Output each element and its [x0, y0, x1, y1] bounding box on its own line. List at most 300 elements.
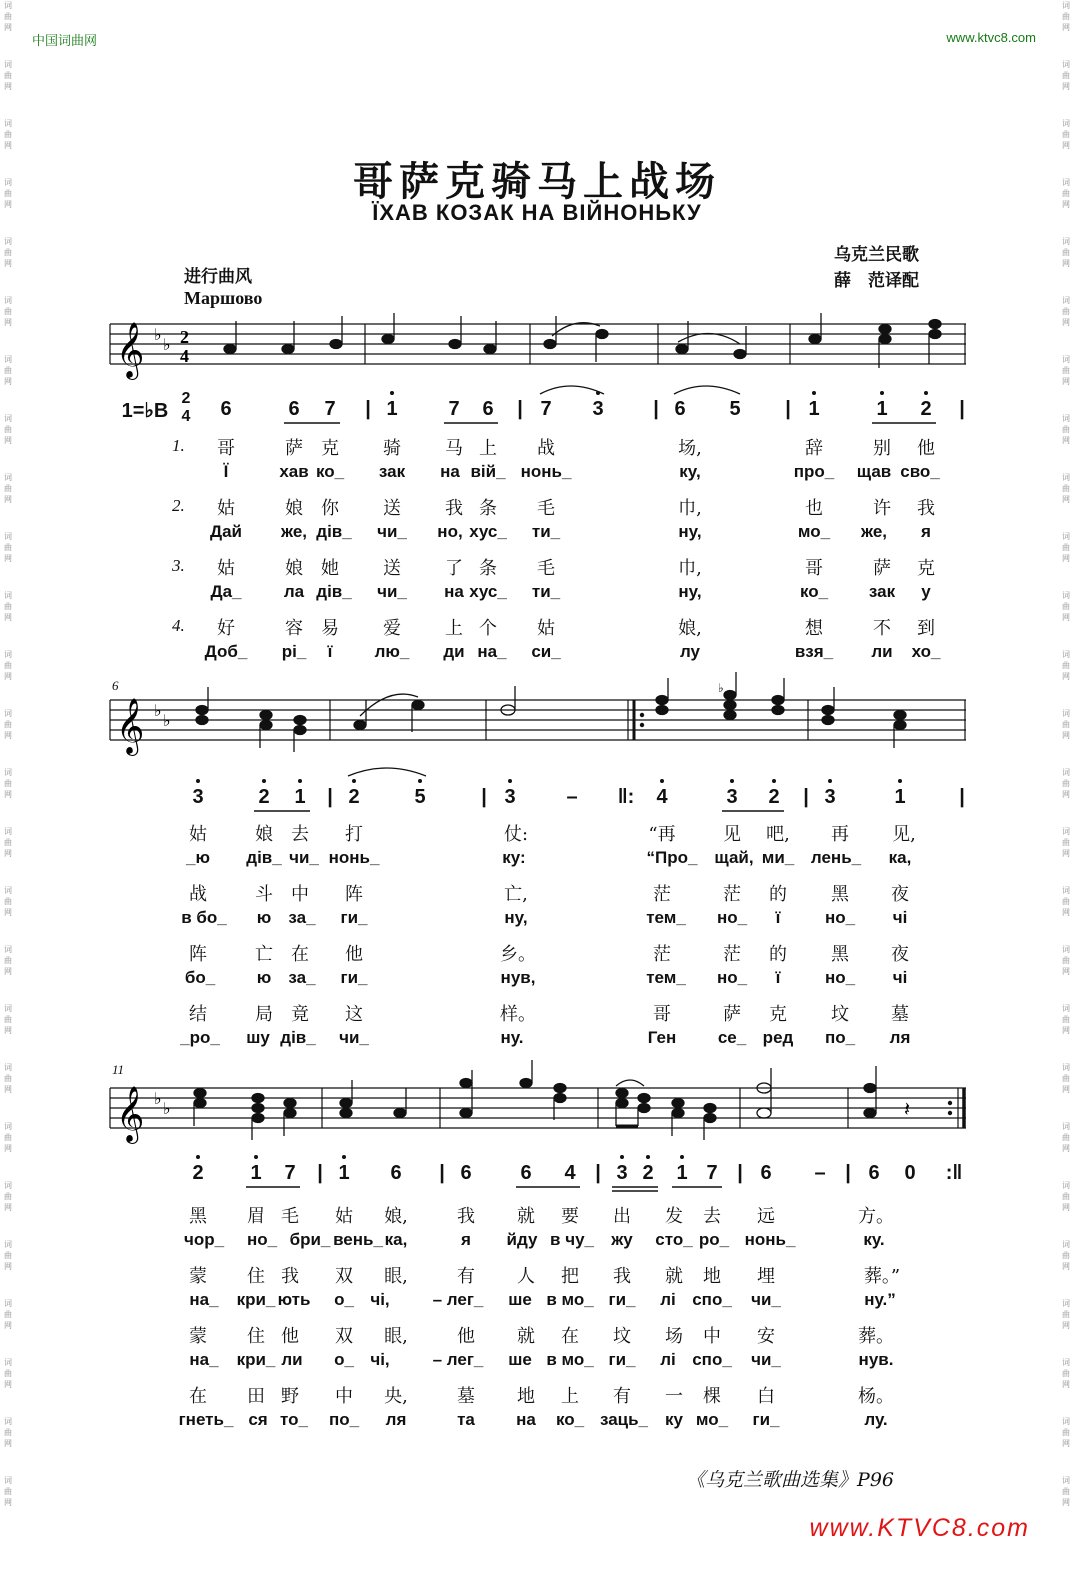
lyric-syllable-ru: ю — [256, 968, 272, 987]
lyric-syllable: 住 — [247, 1326, 265, 1347]
time-signature-bottom: 4 — [181, 408, 191, 425]
jianpu-note: 4 — [564, 1162, 576, 1184]
lyric-syllable: 黑 — [831, 944, 849, 965]
watermark-glyph: 词 — [4, 473, 12, 482]
watermark-glyph: 词 — [1062, 1, 1070, 10]
lyric-syllable: 蒙 — [189, 1326, 207, 1347]
lyric-syllable: 许 — [873, 498, 891, 519]
watermark-glyph: 词 — [4, 532, 12, 541]
watermark-glyph: 网 — [1062, 731, 1070, 740]
lyric-syllable: 不 — [873, 618, 891, 639]
lyric-syllable-ru: шу — [246, 1028, 270, 1047]
lyric-syllable: 娘 — [285, 558, 303, 579]
watermark-glyph: 曲 — [1062, 71, 1070, 80]
lyric-syllable: 眼, — [384, 1326, 408, 1347]
watermark-glyph: 网 — [4, 436, 12, 445]
watermark-glyph: 网 — [1062, 259, 1070, 268]
lyric-syllable: 萨 — [285, 438, 303, 459]
lyric-syllable: 在 — [291, 944, 309, 965]
lyric-syllable: 送 — [383, 558, 401, 579]
lyric-syllable-ru: ти_ — [531, 582, 561, 601]
lyric-syllable: 夜 — [891, 944, 909, 965]
lyric-syllable: 葬。 — [858, 1326, 894, 1347]
lyric-syllable-ru: лу — [679, 642, 701, 661]
lyric-syllable: 黑 — [189, 1206, 207, 1227]
key-signature: 1=♭B — [121, 400, 169, 422]
lyric-syllable: 姑 — [217, 558, 235, 579]
lyric-syllable-ru: на — [516, 1410, 536, 1429]
lyric-syllable-ru: ла — [283, 582, 305, 601]
lyric-syllable-ru: ють — [277, 1290, 311, 1309]
watermark-glyph: 网 — [4, 23, 12, 32]
lyric-syllable: 想 — [805, 618, 823, 639]
lyric-syllable-ru: рі_ — [281, 642, 307, 661]
lyric-syllable: 中 — [291, 884, 309, 905]
watermark-glyph: 词 — [1062, 709, 1070, 718]
watermark-glyph: 网 — [1062, 613, 1070, 622]
lyric-syllable: 安 — [757, 1326, 775, 1347]
watermark-glyph: 网 — [1062, 1439, 1070, 1448]
lyric-syllable: 夜 — [891, 884, 909, 905]
svg-text:♭: ♭ — [163, 711, 171, 730]
watermark-glyph: 词 — [4, 1358, 12, 1367]
lyric-syllable-ru: о_ — [334, 1350, 354, 1369]
watermark-glyph: 网 — [4, 731, 12, 740]
watermark-glyph: 网 — [4, 1498, 12, 1507]
lyric-syllable: 阵 — [345, 884, 363, 905]
lyric-syllable-ru: чор_ — [183, 1230, 225, 1249]
lyric-syllable: 的 — [769, 884, 787, 905]
lyric-syllable: 娘 — [285, 498, 303, 519]
watermark-glyph: 曲 — [4, 366, 12, 375]
watermark-glyph: 曲 — [1062, 838, 1070, 847]
svg-text:♭: ♭ — [154, 701, 162, 720]
lyric-syllable: 白 — [757, 1386, 775, 1407]
lyric-syllable: 这 — [345, 1004, 363, 1025]
watermark-glyph: 词 — [1062, 768, 1070, 777]
watermark-glyph: 曲 — [1062, 1251, 1070, 1260]
lyric-syllable-ru: же, — [280, 522, 308, 541]
lyric-syllable: 辞 — [805, 438, 823, 459]
site-name[interactable]: 中国词曲网 — [32, 34, 98, 49]
watermark-glyph: 词 — [1062, 1476, 1070, 1485]
lyric-syllable-ru: чі, — [370, 1290, 390, 1309]
watermark-glyph: 词 — [4, 178, 12, 187]
barline: | — [517, 398, 523, 420]
lyric-syllable-ru: на — [444, 582, 464, 601]
lyric-syllable-ru: _ю — [186, 848, 210, 867]
watermark-glyph: 词 — [1062, 296, 1070, 305]
jianpu-note: 4 — [656, 786, 668, 808]
watermark-glyph: 曲 — [4, 307, 12, 316]
watermark-glyph: 曲 — [1062, 1369, 1070, 1378]
watermark-glyph: 曲 — [1062, 779, 1070, 788]
lyric-syllable: 地 — [703, 1266, 721, 1287]
lyric-syllable-ru: я — [921, 522, 931, 541]
lyric-syllable: 坟 — [613, 1326, 631, 1347]
lyric-syllable: 亡 — [255, 944, 273, 965]
jianpu-note: 6 — [460, 1162, 472, 1184]
lyric-syllable-ru: ли — [871, 642, 893, 661]
watermark-glyph: 网 — [4, 141, 12, 150]
watermark-glyph: 词 — [1062, 473, 1070, 482]
watermark-glyph: 曲 — [4, 189, 12, 198]
watermark-glyph: 词 — [4, 1476, 12, 1485]
lyric-syllable: 眼, — [384, 1266, 408, 1287]
lyric-syllable: 墓 — [457, 1386, 475, 1407]
lyric-syllable-ru: ро_ — [698, 1230, 730, 1249]
lyric-syllable-ru: ї — [775, 908, 781, 927]
watermark-glyph: 网 — [1062, 554, 1070, 563]
watermark-glyph: 网 — [1062, 318, 1070, 327]
lyric-syllable-ru: сто_ — [655, 1230, 693, 1249]
lyric-syllable-ru: си_ — [531, 642, 561, 661]
watermark-glyph: 曲 — [4, 12, 12, 21]
lyric-syllable: 毛 — [281, 1206, 299, 1227]
lyric-syllable: 人 — [517, 1266, 535, 1287]
lyric-syllable: 出 — [613, 1206, 631, 1227]
watermark-glyph: 曲 — [4, 897, 12, 906]
lyric-syllable: 我 — [445, 498, 463, 519]
lyric-syllable-ru: чи_ — [751, 1290, 781, 1309]
lyric-syllable-ru: ше — [508, 1350, 532, 1369]
watermark-glyph: 网 — [1062, 672, 1070, 681]
lyric-syllable-ru: чі, — [370, 1350, 390, 1369]
watermark-glyph: 曲 — [1062, 720, 1070, 729]
watermark-glyph: 曲 — [4, 956, 12, 965]
lyric-syllable-ru: лень_ — [810, 848, 862, 867]
lyric-syllable-ru: ї — [327, 642, 333, 661]
lyric-syllable: 战 — [537, 438, 555, 459]
lyric-syllable: 双 — [335, 1326, 353, 1347]
watermark-glyph: 曲 — [4, 1074, 12, 1083]
lyric-syllable-ru: кри_ — [236, 1290, 276, 1309]
lyric-syllable: 竟 — [291, 1004, 309, 1025]
lyric-syllable: 哥 — [217, 438, 235, 459]
lyric-syllable: 就 — [665, 1266, 683, 1287]
lyric-syllable-ru: тем_ — [646, 968, 686, 987]
watermark-glyph: 词 — [4, 1181, 12, 1190]
lyric-syllable: 墓 — [891, 1004, 909, 1025]
jianpu-note: 2 — [642, 1162, 654, 1184]
lyric-syllable: 去 — [291, 824, 309, 845]
watermark-glyph: 词 — [1062, 1122, 1070, 1131]
svg-text:♭: ♭ — [154, 325, 162, 344]
lyric-syllable-ru: ли — [281, 1350, 303, 1369]
lyric-syllable: 巾, — [678, 498, 702, 519]
svg-text:𝄞: 𝄞 — [116, 1086, 145, 1142]
watermark-glyph: 网 — [4, 1380, 12, 1389]
lyric-syllable: 局 — [255, 1004, 273, 1025]
lyric-syllable: 姑 — [537, 618, 555, 639]
watermark-glyph: 曲 — [1062, 1428, 1070, 1437]
jianpu-note: 6 — [674, 398, 686, 420]
lyric-syllable: 远 — [757, 1206, 775, 1227]
jianpu-note: 1 — [250, 1162, 262, 1184]
lyric-syllable: 见, — [892, 824, 916, 845]
watermark-glyph: 曲 — [1062, 12, 1070, 21]
watermark-glyph: 网 — [1062, 1262, 1070, 1271]
watermark-glyph: 词 — [1062, 591, 1070, 600]
watermark-glyph: 曲 — [4, 1192, 12, 1201]
lyric-syllable: 有 — [457, 1266, 475, 1287]
lyric-syllable: 央, — [384, 1386, 408, 1407]
jianpu-note: 1 — [808, 398, 820, 420]
lyric-syllable-ru: _ро_ — [180, 1028, 220, 1047]
watermark-glyph: 词 — [4, 1004, 12, 1013]
watermark-glyph: 网 — [1062, 790, 1070, 799]
lyric-syllable-ru: се_ — [717, 1028, 747, 1047]
lyric-syllable: 个 — [479, 618, 497, 639]
lyric-syllable-ru: в мо_ — [546, 1290, 594, 1309]
music-staff-2 — [110, 681, 966, 756]
time-signature-top: 2 — [181, 390, 191, 407]
lyric-syllable: 克 — [769, 1004, 787, 1025]
watermark-glyph: 曲 — [4, 248, 12, 257]
lyric-syllable: 在 — [189, 1386, 207, 1407]
watermark-glyph: 曲 — [4, 1251, 12, 1260]
lyric-syllable-ru: ги_ — [608, 1350, 636, 1369]
lyric-syllable-ru: дів_ — [280, 1028, 316, 1047]
jianpu-note: 1 — [894, 786, 906, 808]
lyric-syllable-ru: заць_ — [599, 1410, 649, 1429]
lyric-syllable: 去 — [703, 1206, 721, 1227]
lyric-syllable: 再 — [831, 824, 849, 845]
watermark-glyph: 曲 — [4, 661, 12, 670]
lyric-syllable-ru: ну.” — [864, 1290, 896, 1309]
lyric-syllable: 他 — [345, 944, 363, 965]
lyric-syllable-ru: жу — [611, 1230, 633, 1249]
lyric-syllable: 在 — [561, 1326, 579, 1347]
jianpu-note: 7 — [706, 1162, 718, 1184]
lyric-syllable: 要 — [561, 1206, 579, 1227]
lyric-syllable-ru: лі — [660, 1350, 676, 1369]
lyric-syllable-ru: Да_ — [210, 582, 242, 601]
jianpu-note: 3 — [192, 786, 204, 808]
watermark-glyph: 网 — [1062, 1380, 1070, 1389]
watermark-glyph: 词 — [1062, 650, 1070, 659]
lyric-syllable-ru: ля — [385, 1410, 407, 1429]
lyric-syllable-ru: хав — [279, 462, 309, 481]
lyric-syllable-ru: йду — [506, 1230, 538, 1249]
lyric-syllable: 双 — [335, 1266, 353, 1287]
watermark-glyph: 网 — [4, 495, 12, 504]
lyric-syllable-ru: та — [457, 1410, 475, 1429]
watermark-glyph: 曲 — [4, 1487, 12, 1496]
watermark-glyph: 网 — [1062, 82, 1070, 91]
watermark-glyph: 曲 — [4, 1310, 12, 1319]
lyric-syllable-ru: чи_ — [377, 522, 407, 541]
barline: | — [845, 1162, 851, 1184]
lyrics-block-1 — [0, 432, 1074, 662]
watermark-glyph: 词 — [4, 237, 12, 246]
watermark-glyph: 曲 — [1062, 130, 1070, 139]
watermark-glyph: 曲 — [4, 1428, 12, 1437]
watermark-glyph: 曲 — [1062, 602, 1070, 611]
jianpu-note: 3 — [592, 398, 604, 420]
song-title: 哥萨克骑马上战场 — [353, 158, 721, 205]
watermark-glyph: 词 — [1062, 1240, 1070, 1249]
lyric-syllable-ru: про_ — [793, 462, 835, 481]
lyric-syllable: 亡, — [504, 884, 528, 905]
repeat-start: ‖: — [617, 786, 635, 808]
svg-text:2: 2 — [180, 327, 189, 347]
watermark-glyph: 词 — [1062, 945, 1070, 954]
verse-number: 4. — [172, 616, 185, 635]
lyric-syllable-ru: Доб_ — [204, 642, 248, 661]
lyric-syllable-ru: то_ — [280, 1410, 308, 1429]
lyric-syllable: 我 — [281, 1266, 299, 1287]
barline: | — [327, 786, 333, 808]
lyric-syllable-ru: ю — [256, 908, 272, 927]
svg-text:𝄽: 𝄽 — [904, 1097, 911, 1121]
lyric-syllable: 见 — [723, 824, 741, 845]
lyric-syllable: 战 — [189, 884, 207, 905]
lyric-syllable: 容 — [285, 618, 303, 639]
lyric-syllable-ru: вій_ — [470, 462, 506, 481]
lyric-syllable-ru: же, — [860, 522, 888, 541]
lyric-syllable-ru: за_ — [288, 968, 316, 987]
watermark-glyph: 词 — [1062, 237, 1070, 246]
lyric-syllable-ru: на_ — [189, 1350, 219, 1369]
watermark-glyph: 网 — [1062, 200, 1070, 209]
lyric-syllable: 住 — [247, 1266, 265, 1287]
lyric-syllable: 萨 — [873, 558, 891, 579]
verse-number: 1. — [172, 436, 185, 455]
watermark-glyph: 曲 — [4, 720, 12, 729]
watermark-glyph: 网 — [4, 1026, 12, 1035]
lyric-syllable-ru: щай, — [714, 848, 754, 867]
lyric-syllable: 娘, — [384, 1206, 408, 1227]
barline: | — [317, 1162, 323, 1184]
jianpu-marks-1 — [0, 380, 1074, 440]
lyric-syllable-ru: ка, — [384, 1230, 408, 1249]
barline: | — [653, 398, 659, 420]
jianpu-note: 7 — [324, 398, 336, 420]
jianpu-note: 6 — [390, 1162, 402, 1184]
lyric-syllable-ru: но_ — [824, 908, 856, 927]
lyric-syllable-ru: чи_ — [751, 1350, 781, 1369]
watermark-glyph: 词 — [1062, 1004, 1070, 1013]
lyric-syllable: 姑 — [335, 1206, 353, 1227]
tempo-marking: 进行曲风 — [184, 267, 252, 287]
lyric-syllable: 把 — [561, 1266, 579, 1287]
lyric-syllable-ru: но_ — [716, 968, 748, 987]
watermark-glyph: 词 — [4, 119, 12, 128]
lyric-syllable-ru: по_ — [824, 1028, 856, 1047]
lyric-syllable-ru: ку: — [502, 848, 526, 867]
watermark-glyph: 网 — [4, 259, 12, 268]
watermark-glyph: 网 — [4, 82, 12, 91]
lyric-syllable: 毛 — [537, 498, 555, 519]
watermark-glyph: 曲 — [1062, 1487, 1070, 1496]
lyric-syllable-ru: ну. — [500, 1028, 524, 1047]
lyric-syllable: 就 — [517, 1206, 535, 1227]
lyric-syllable: 样。 — [500, 1004, 536, 1025]
lyric-syllable: 姑 — [217, 498, 235, 519]
svg-text:♭: ♭ — [718, 681, 724, 695]
barline: | — [481, 786, 487, 808]
lyric-syllable: 条 — [479, 558, 497, 579]
lyric-syllable: 毛 — [537, 558, 555, 579]
lyric-syllable: 我 — [917, 498, 935, 519]
watermark-glyph: 网 — [4, 849, 12, 858]
lyric-syllable: 吧, — [766, 824, 790, 845]
watermark-glyph: 网 — [4, 1203, 12, 1212]
lyric-syllable: 野 — [281, 1386, 299, 1407]
watermark-glyph: 词 — [4, 650, 12, 659]
lyric-syllable: 骑 — [383, 438, 401, 459]
lyric-syllable-ru: – лег_ — [432, 1290, 484, 1309]
watermark-glyph: 曲 — [4, 1133, 12, 1142]
jianpu-note: 1 — [386, 398, 398, 420]
watermark-glyph: 曲 — [1062, 1310, 1070, 1319]
lyric-syllable-ru: ї — [775, 968, 781, 987]
lyric-syllable: 乡。 — [500, 944, 536, 965]
site-logo[interactable]: www.KTVC8.com — [809, 1514, 1030, 1542]
lyric-syllable: 打 — [345, 824, 363, 845]
lyric-syllable: 杨。 — [858, 1386, 894, 1407]
lyric-syllable: 坟 — [831, 1004, 849, 1025]
lyric-syllable-ru: но, — [437, 522, 463, 541]
watermark-glyph: 词 — [1062, 1417, 1070, 1426]
watermark-glyph: 词 — [4, 768, 12, 777]
lyric-syllable-ru: дів_ — [246, 848, 282, 867]
lyric-syllable-ru: дів_ — [316, 522, 352, 541]
watermark-glyph: 网 — [1062, 1085, 1070, 1094]
svg-text:♭: ♭ — [154, 1089, 162, 1108]
lyric-syllable: 好 — [217, 618, 235, 639]
lyric-syllable: 他 — [281, 1326, 299, 1347]
site-url[interactable]: www.ktvc8.com — [946, 30, 1036, 45]
watermark-glyph: 词 — [4, 945, 12, 954]
lyric-syllable: 茫 — [653, 944, 671, 965]
lyric-syllable: 结 — [189, 1004, 207, 1025]
barline: | — [439, 1162, 445, 1184]
watermark-glyph: 曲 — [1062, 1133, 1070, 1142]
svg-text:𝄞: 𝄞 — [116, 698, 145, 754]
jianpu-marks-3 — [0, 1144, 1074, 1204]
watermark-glyph: 曲 — [4, 1369, 12, 1378]
watermark-glyph: 曲 — [1062, 897, 1070, 906]
lyric-syllable: 阵 — [189, 944, 207, 965]
watermark-glyph: 网 — [4, 908, 12, 917]
watermark-glyph: 词 — [1062, 178, 1070, 187]
lyric-syllable-ru: ди — [443, 642, 465, 661]
watermark-glyph: 网 — [1062, 495, 1070, 504]
lyric-syllable-ru: в мо_ — [546, 1350, 594, 1369]
jianpu-note: 6 — [288, 398, 300, 420]
jianpu-note: 3 — [824, 786, 836, 808]
measure-number: 6 — [112, 678, 119, 693]
jianpu-note: 6 — [868, 1162, 880, 1184]
lyric-syllable-ru: в чу_ — [550, 1230, 594, 1249]
lyric-syllable: 送 — [383, 498, 401, 519]
svg-text:♭: ♭ — [163, 335, 171, 354]
watermark-glyph: 词 — [4, 1063, 12, 1072]
lyric-syllable: 哥 — [805, 558, 823, 579]
lyric-syllable-ru: сво_ — [900, 462, 940, 481]
lyric-syllable-ru: ся — [248, 1410, 268, 1429]
lyric-syllable-ru: чі — [892, 908, 908, 927]
barline: | — [803, 786, 809, 808]
repeat-end: :‖ — [945, 1162, 963, 1184]
watermark-glyph: 词 — [1062, 1063, 1070, 1072]
watermark-glyph: 网 — [1062, 141, 1070, 150]
watermark-glyph: 词 — [1062, 1358, 1070, 1367]
lyric-syllable-ru: у — [921, 582, 931, 601]
lyric-syllable: 场, — [678, 438, 702, 459]
